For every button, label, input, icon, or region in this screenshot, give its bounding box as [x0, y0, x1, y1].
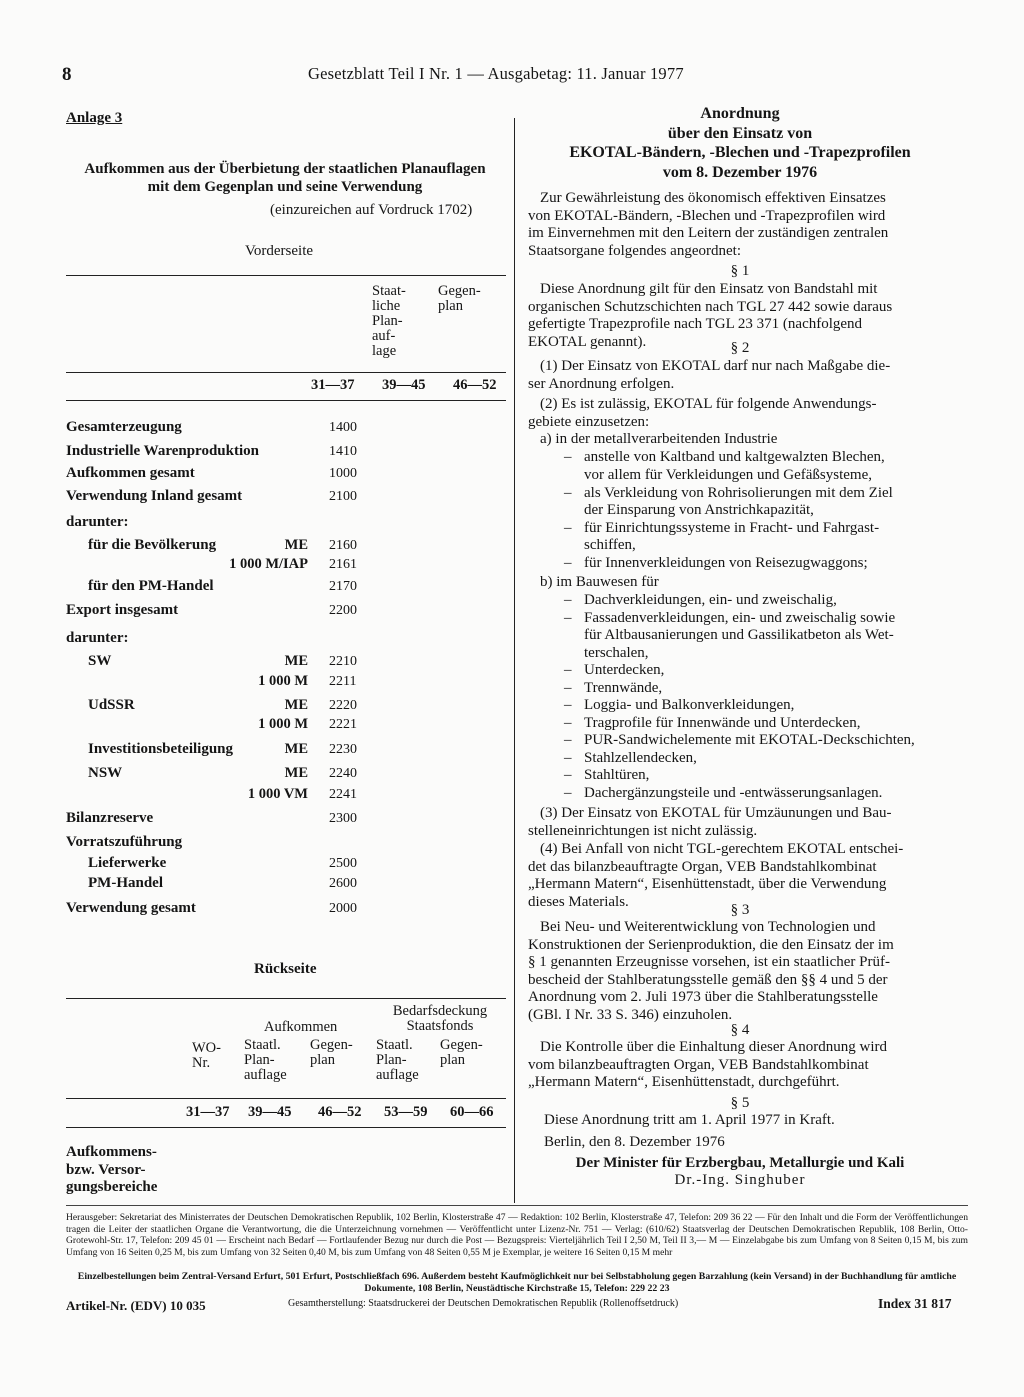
paragraph-line: ser Anordnung erfolgen.	[528, 375, 675, 392]
paragraph-line: (GBl. I Nr. 33 S. 346) einzuholen.	[528, 1007, 733, 1023]
row-unit: 1 000 M/IAP	[229, 556, 308, 572]
header-line: plan	[440, 1052, 465, 1068]
row-code: 2241	[329, 787, 357, 802]
back-header-gegen-2	[440, 1038, 483, 1068]
paragraph-line: (1) Der Einsatz von EKOTAL darf nur nach Maßgabe die-	[540, 358, 891, 374]
back-header-staatl-1	[244, 1038, 287, 1083]
row-label: Gesamterzeugung	[66, 419, 182, 435]
row-code: 1400	[329, 420, 357, 435]
row-code: 2000	[329, 901, 357, 916]
row-label-line: bzw. Versor-	[66, 1161, 146, 1178]
imprint: Herausgeber: Sekretariat des Ministerrates der Deutschen Demokratischen Republik, 102 Berlin, Klosterstraße 47 — Redaktion: 102 Berlin, Klosterstraße 47, Telefon: 209 36 22 — Für den Inhalt und die Form der Veröffentlichungen tragen die Leiter der staatlichen Organe die Verantwortung, die die Unterzeichnung vornehmen — Veröffentlicht unter Lizenz-Nr. 751 — Verlag: (610/62) Staatsverlag der Deutschen Demokratischen Republik, 108 Berlin, Otto-Grotewohl-Str. 17, Telefon: 209 45 01 — Erscheint nach Bedarf — Fortlaufender Bezug nur durch die Post — Bezugspreis: Vierteljährlich Teil I 2,50 M, Teil II 3,— M — Einzelabgabe bis zum Umfang von 8 Seiten 0,15 M, bis zum Umfang von 16 Seiten 0,25 M, bis zum Umfang von 32 Seiten 0,40 M, bis zum Umfang von 48 Seiten 0,55 M je Exemplar, je weitere 16 Seiten 0,15 M mehr	[66, 1212, 968, 1258]
back-code-1: 31—37	[186, 1104, 230, 1120]
row-unit: ME	[284, 765, 308, 781]
title-line: vom 8. Dezember 1976	[662, 163, 818, 181]
paragraph-line: „Hermann Matern“, Eisenhüttenstadt, durchgeführt.	[528, 1074, 840, 1091]
list-item: schiffen,	[584, 537, 636, 553]
row-unit: 1 000 VM	[247, 786, 308, 802]
list-dash: –	[564, 697, 572, 713]
row-code: 2211	[329, 674, 357, 689]
header-line: Plan-	[244, 1052, 275, 1068]
back-side-heading: Rückseite	[254, 961, 317, 977]
back-code-3: 46—52	[318, 1104, 362, 1120]
paragraph-line: (2) Es ist zulässig, EKOTAL für folgende Anwendungs-	[540, 396, 877, 412]
row-label: UdSSR	[88, 697, 135, 713]
production-note: Gesamtherstellung: Staatsdruckerei der Deutschen Demokratischen Republik (Rollenoffsetdruck)	[288, 1298, 679, 1309]
front-side-heading: Vorderseite	[245, 243, 314, 259]
header-line: WO-	[192, 1040, 221, 1056]
header-line: Nr.	[192, 1055, 211, 1071]
row-unit: 1 000 M	[258, 716, 308, 732]
row-code: 1000	[329, 466, 357, 481]
header-line: Staat-	[372, 283, 406, 299]
row-label-line: Aufkommens-	[66, 1144, 157, 1160]
section-5-heading: § 5	[730, 1095, 750, 1111]
header-line: Staatl.	[244, 1037, 281, 1053]
row-label: darunter:	[66, 514, 129, 530]
row-unit: 1 000 M	[258, 673, 308, 689]
title-line: über den Einsatz von	[667, 124, 813, 142]
list-item: Stahltüren,	[584, 767, 650, 783]
list-item: für Einrichtungssysteme in Fracht- und Fahrgast-	[584, 520, 880, 536]
list-item: Unterdecken,	[584, 662, 665, 678]
row-label: Vorratszuführung	[66, 834, 183, 850]
table-rule	[66, 372, 506, 373]
row-label: SW	[88, 653, 112, 669]
paragraph-line: (4) Bei Anfall von nicht TGL-gerechtem EKOTAL entschei-	[540, 841, 904, 857]
row-code: 2100	[329, 489, 357, 504]
row-label: PM-Handel	[88, 875, 163, 891]
header-line: Gegen-	[438, 283, 481, 299]
signer-name: Dr.-Ing. Singhuber	[674, 1172, 806, 1188]
paragraph-line: „Hermann Matern“, Eisenhüttenstadt, über die Verwendung	[528, 876, 887, 893]
list-dash: –	[564, 610, 572, 626]
header-line: Plan-	[372, 313, 403, 329]
paragraph-line: (3) Der Einsatz von EKOTAL für Umzäunungen und Bau-	[540, 805, 892, 821]
list-item: PUR-Sandwichelemente mit EKOTAL-Deckschichten,	[584, 732, 915, 748]
page-number: 8	[62, 64, 72, 85]
row-label: Export insgesamt	[66, 602, 179, 618]
list-dash: –	[564, 680, 572, 696]
paragraph-line: gefertigte Trapezprofile nach TGL 23 371 (nachfolgend	[528, 316, 863, 333]
section-4-heading: § 4	[730, 1022, 750, 1038]
header-line: Bedarfsdeckung	[392, 1003, 488, 1019]
list-item: als Verkleidung von Rohrisolierungen mit dem Ziel	[584, 485, 893, 501]
row-code: 2221	[329, 717, 357, 732]
header-line: plan	[438, 298, 463, 314]
row-unit: ME	[284, 741, 308, 757]
back-header-staatl-2	[376, 1038, 419, 1083]
table-rule	[66, 400, 506, 401]
table-rule	[66, 1127, 506, 1128]
front-code-2: 39—45	[382, 377, 426, 393]
paragraph-line: vom bilanzbeauftragten Organ, VEB Bandstahlkombinat	[528, 1056, 869, 1073]
header-line: auflage	[376, 1067, 419, 1083]
row-code: 1410	[329, 444, 357, 459]
running-title: Gesetzblatt Teil I Nr. 1 — Ausgabetag: 11. Januar 1977	[308, 64, 684, 83]
row-code: 2170	[329, 579, 357, 594]
paragraph-line: Zur Gewährleistung des ökonomisch effektiven Einsatzes	[540, 190, 886, 206]
form-title-line: mit dem Gegenplan und seine Verwendung	[147, 179, 423, 195]
row-label: NSW	[88, 765, 123, 781]
row-code: 2210	[329, 654, 357, 669]
section-2-heading: § 2	[730, 340, 750, 356]
row-label: Bilanzreserve	[66, 810, 154, 826]
table-rule	[66, 998, 506, 999]
header-line: Gegen-	[310, 1037, 353, 1053]
list-item: anstelle von Kaltband und kaltgewalzten Blechen,	[584, 449, 885, 465]
row-label: Industrielle Warenproduktion	[66, 443, 259, 459]
header-line: liche	[372, 298, 401, 314]
section-3-heading: § 3	[730, 902, 750, 918]
header-line: lage	[372, 343, 397, 359]
row-unit: ME	[284, 537, 308, 553]
paragraph-line: organischen Schutzschichten nach TGL 27 442 sowie daraus	[528, 298, 893, 315]
back-code-4: 53—59	[384, 1104, 428, 1120]
index-number: Index 31 817	[878, 1296, 952, 1311]
back-header-gegen-1	[310, 1038, 353, 1068]
list-item: Dachergänzungsteile und -entwässerungsanlagen.	[584, 785, 883, 801]
row-unit: ME	[284, 697, 308, 713]
header-line: Staatsfonds	[406, 1018, 474, 1034]
list-dash: –	[564, 662, 572, 678]
row-code: 2300	[329, 811, 357, 826]
row-label: Lieferwerke	[88, 855, 167, 871]
header-line: Gegen-	[440, 1037, 483, 1053]
row-code: 2161	[329, 557, 357, 572]
front-code-1: 31—37	[311, 377, 355, 393]
list-item: terschalen,	[584, 645, 649, 661]
list-item: Fassadenverkleidungen, ein- und zweischalig sowie	[584, 610, 896, 626]
row-code: 2500	[329, 856, 357, 871]
header-line: plan	[310, 1052, 335, 1068]
row-label: Aufkommen gesamt	[66, 465, 195, 481]
paragraph-line: stelleneinrichtungen ist nicht zulässig.	[528, 822, 758, 839]
row-code: 2230	[329, 742, 357, 757]
title-line: EKOTAL-Bändern, -Blechen und -Trapezprofilen	[569, 144, 911, 161]
list-dash: –	[564, 715, 572, 731]
list-item: der Einsparung von Anstrichkapazität,	[584, 502, 814, 518]
form-subtitle: (einzureichen auf Vordruck 1702)	[270, 202, 473, 218]
list-dash: –	[564, 732, 572, 748]
column-header-planauflage	[372, 284, 406, 359]
row-code: 2220	[329, 698, 357, 713]
paragraph-line: Diese Anordnung gilt für den Einsatz von Bandstahl mit	[540, 281, 878, 297]
paragraph-line: det das bilanzbeauftragte Organ, VEB Bandstahlkombinat	[528, 858, 877, 875]
paragraph-line: Konstruktionen der Serienproduktion, die den Einsatz der im	[528, 936, 894, 953]
back-code-2: 39—45	[248, 1104, 292, 1120]
header-line: auf-	[372, 328, 396, 344]
table-rule	[66, 1098, 506, 1099]
article-number: Artikel-Nr. (EDV) 10 035	[66, 1298, 206, 1313]
paragraph-line: von EKOTAL-Bändern, -Blechen und -Trapezprofilen wird	[528, 207, 886, 224]
list-dash: –	[564, 555, 572, 571]
paragraph-line: EKOTAL genannt).	[528, 333, 647, 350]
list-dash: –	[564, 520, 572, 536]
order-info: Einzelbestellungen beim Zentral-Versand Erfurt, 501 Erfurt, Postschließfach 696. Außerdem besteht Kaufmöglichkeit nur bei Selbstabholung gegen Barzahlung (kein Versand) in der Buchhandlung für amtliche Dokumente, 108 Berlin, Neustädtische Kirchstraße 15, Telefon: 229 22 23	[77, 1271, 957, 1294]
row-label: für die Bevölkerung	[88, 537, 217, 553]
row-code: 2200	[329, 603, 357, 618]
row-code: 2240	[329, 766, 357, 781]
header-line: Plan-	[376, 1052, 407, 1068]
row-code: 2160	[329, 538, 357, 553]
paragraph-line: gebiete einzusetzen:	[528, 413, 650, 430]
back-header-wo-nr	[192, 1041, 221, 1071]
paragraph-line: Anordnung vom 2. Juli 1973 über die Stahlberatungsstelle	[528, 989, 878, 1006]
form-title-line: Aufkommen aus der Überbietung der staatlichen Planauflagen	[84, 161, 486, 177]
paragraph-line: bescheid der Stahlberatungsstelle gemäß den §§ 4 und 5 der	[528, 971, 888, 988]
list-dash: –	[564, 785, 572, 801]
column-header-gegenplan	[438, 284, 481, 314]
list-dash: –	[564, 449, 572, 465]
column-divider	[514, 118, 515, 1203]
form-title	[60, 160, 510, 196]
list-dash: –	[564, 767, 572, 783]
row-label: Investitionsbeteiligung	[88, 741, 234, 757]
section-5-text: Diese Anordnung tritt am 1. April 1977 in Kraft.	[544, 1112, 835, 1128]
table-rule	[66, 275, 506, 276]
back-code-5: 60—66	[450, 1104, 494, 1120]
list-item: Trennwände,	[584, 680, 663, 696]
signer-title: Der Minister für Erzbergbau, Metallurgie und Kali	[575, 1155, 905, 1171]
list-item: vor allem für Verkleidungen und Gefäßsysteme,	[584, 467, 872, 483]
row-label: für den PM-Handel	[88, 578, 214, 594]
header-line: Staatl.	[376, 1037, 413, 1053]
list-item: für Innenverkleidungen von Reisezugwaggons;	[584, 555, 868, 571]
paragraph-line: Staatsorgane folgendes angeordnet:	[528, 242, 741, 259]
back-group-bedarfsdeckung	[384, 1004, 496, 1034]
back-group-aufkommen: Aufkommen	[264, 1019, 338, 1035]
header-line: auflage	[244, 1067, 287, 1083]
list-b-heading: b) im Bauwesen für	[540, 574, 659, 590]
list-dash: –	[564, 750, 572, 766]
back-row-label	[66, 1144, 157, 1197]
footer-rule	[66, 1205, 968, 1206]
ordinance-title	[520, 104, 960, 182]
annex-label: Anlage 3	[66, 110, 123, 126]
list-item: Stahlzellendecken,	[584, 750, 697, 766]
paragraph-line: im Einvernehmen mit den Leitern der zuständigen zentralen	[528, 225, 889, 242]
row-code: 2600	[329, 876, 357, 891]
list-a-heading: a) in der metallverarbeitenden Industrie	[540, 431, 778, 447]
row-label-line: gungsbereiche	[66, 1179, 158, 1195]
paragraph-line: Die Kontrolle über die Einhaltung dieser Anordnung wird	[540, 1039, 888, 1055]
list-dash: –	[564, 485, 572, 501]
list-item: Loggia- und Balkonverkleidungen,	[584, 697, 795, 713]
row-unit: ME	[284, 653, 308, 669]
paragraph-line: § 1 genannten Erzeugnisse vorsehen, ist ein staatlicher Prüf-	[528, 954, 890, 971]
title-line: Anordnung	[700, 105, 780, 122]
place-date: Berlin, den 8. Dezember 1976	[544, 1134, 725, 1150]
front-code-3: 46—52	[453, 377, 497, 393]
list-item: für Altbausanierungen und Gassilikatbeton als Wet-	[584, 627, 894, 643]
row-label: Verwendung gesamt	[66, 900, 196, 916]
paragraph-line: dieses Materials.	[528, 893, 629, 910]
list-item: Tragprofile für Innenwände und Unterdecken,	[584, 715, 861, 731]
section-1-heading: § 1	[730, 263, 750, 279]
list-dash: –	[564, 592, 572, 608]
row-label: darunter:	[66, 630, 129, 646]
row-label: Verwendung Inland gesamt	[66, 488, 243, 504]
list-item: Dachverkleidungen, ein- und zweischalig,	[584, 592, 837, 608]
paragraph-line: Bei Neu- und Weiterentwicklung von Technologien und	[540, 919, 876, 935]
